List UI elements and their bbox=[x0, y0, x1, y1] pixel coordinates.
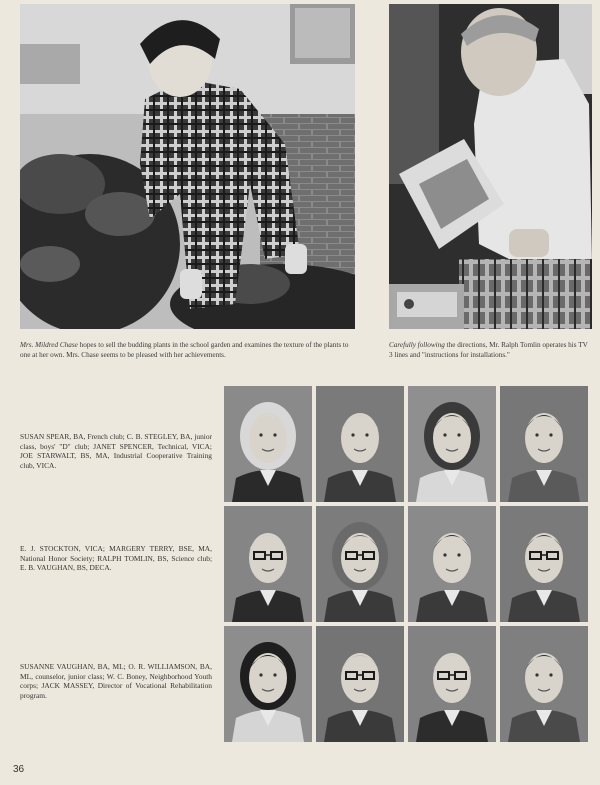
photo-mildred-chase bbox=[20, 4, 355, 329]
faculty-portrait bbox=[224, 506, 312, 622]
caption-left-lead: Mrs. Mildred Chase bbox=[20, 341, 78, 349]
faculty-portrait bbox=[316, 626, 404, 742]
caption-left-text: hopes to sell the budding plants in the school garden and examines the texture of the plants to one at her own. Mrs. Chase seems to be pleased with her achievements. bbox=[20, 341, 349, 359]
faculty-portrait bbox=[408, 506, 496, 622]
faculty-names-row-2: E. J. STOCKTON, VICA; MARGERY TERRY, BSE, MA, National Honor Society; RALPH TOMLIN, BS, Science club; E. B. VAUGHAN, BS, DECA. bbox=[20, 544, 212, 573]
faculty-portrait bbox=[224, 626, 312, 742]
faculty-portrait bbox=[408, 386, 496, 502]
caption-right-text: the directions, Mr. Ralph Tomlin operates his TV 3 lines and "instructions for installations." bbox=[389, 341, 588, 359]
faculty-portrait bbox=[500, 506, 588, 622]
faculty-names-row-3: SUSANNE VAUGHAN, BA, ML; O. R. WILLIAMSON, BA, ML, counselor, junior class; W. C. Boney, Neighborhood Youth corps; JACK MASSEY, Director of Vocational Rehabilitation program. bbox=[20, 662, 212, 700]
caption-right bbox=[389, 341, 592, 360]
faculty-portrait bbox=[316, 386, 404, 502]
faculty-portrait bbox=[224, 386, 312, 502]
caption-right-lead: Carefully following bbox=[389, 341, 445, 349]
faculty-portrait bbox=[408, 626, 496, 742]
page-number: 36 bbox=[13, 764, 25, 775]
faculty-names-row-1: SUSAN SPEAR, BA, French club; C. B. STEGLEY, BA, junior class, boys' "D" club; JANET SPENCER, Technical, VICA; JOE STARWALT, BS, MA, Industrial Cooperative Training club, VICA. bbox=[20, 432, 212, 470]
faculty-portrait bbox=[500, 626, 588, 742]
caption-left bbox=[20, 341, 355, 360]
faculty-portrait bbox=[316, 506, 404, 622]
faculty-portrait bbox=[500, 386, 588, 502]
photo-ralph-tomlin bbox=[389, 4, 592, 329]
